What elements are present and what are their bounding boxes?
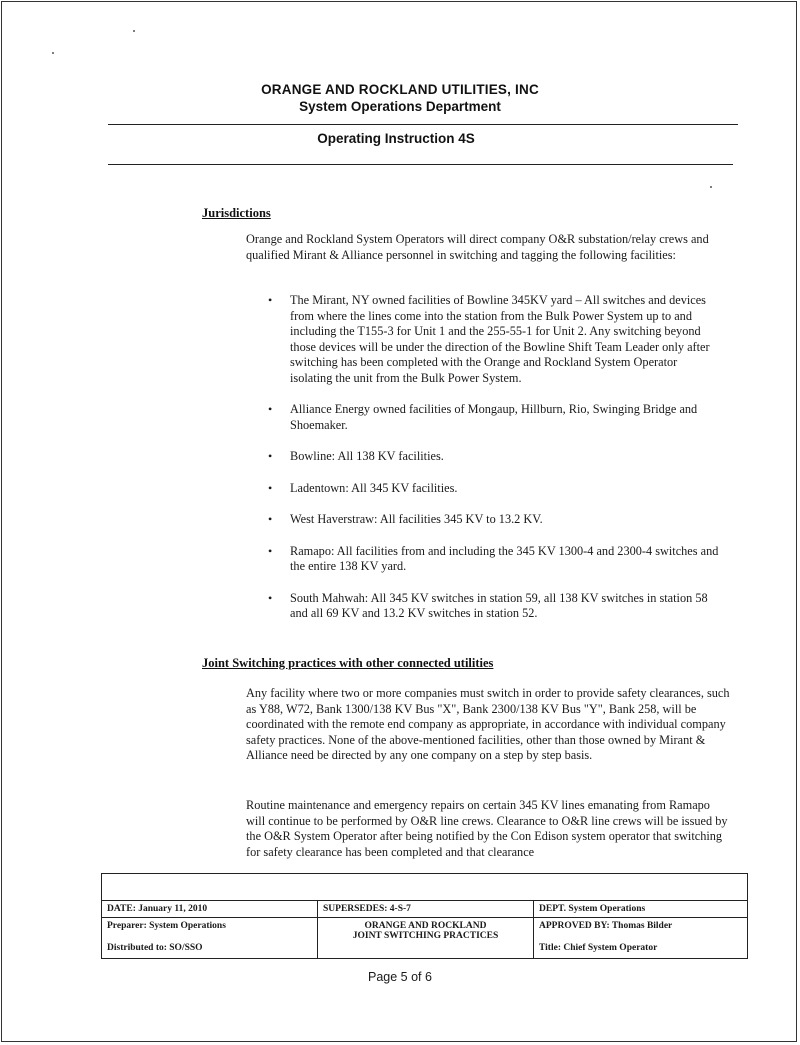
scan-speck [133,30,135,32]
bullet-icon: • [268,543,273,558]
list-item [262,512,722,528]
joint-switching-heading: Joint Switching practices with other connected utilities [202,656,494,670]
list-item-text: West Haverstraw: All facilities 345 KV to 13.2 KV. [290,512,543,526]
list-item [262,402,722,433]
footer-date: DATE: January 11, 2010 [102,901,318,918]
header-rule-bottom [108,164,733,165]
list-item-text: Ramapo: All facilities from and including the 345 KV 1300-4 and 2300-4 switches and the entire 138 KV yard. [290,543,719,573]
instruction-title: Operating Instruction 4S [317,131,475,146]
list-item [262,481,722,497]
company-name: ORANGE AND ROCKLAND UTILITIES, INC [261,82,539,97]
scan-speck [710,186,712,188]
department-name: System Operations Department [299,99,501,114]
footer-blank-row [102,874,748,901]
header-rule-top [108,124,738,125]
scan-speck [52,52,54,54]
footer-doc-title-cell [318,918,534,959]
footer-doc-title-1: ORANGE AND ROCKLAND [364,921,487,931]
joint-paragraph-2: Routine maintenance and emergency repairs on certain 345 KV lines emanating from Ramapo will continue to be performed by O&R line crews. Clearance to O&R line crews will be issued by the O&R System Operator after being notified by the Con Edison system operator that switching for safety clearance has been completed and that clearance [246,798,728,859]
footer-dept: DEPT. System Operations [534,901,748,918]
joint-paragraph-1: Any facility where two or more companies must switch in order to provide safety clearances, such as Y88, W72, Bank 1300/138 KV Bus "X", Bank 2300/138 KV Bus "Y", Bank 258, will be coordinated with the remote end company as appropriate, in accordance with individual company safety practices. None of the above-mentioned facilities, other than those owned by Mirant & Alliance need be directed by any one company on a step by step basis. [246,686,730,762]
list-item-text: South Mahwah: All 345 KV switches in station 59, all 138 KV switches in station 58 and all 69 KV and 13.2 KV switches in station 52. [290,590,708,620]
jurisdictions-intro: Orange and Rockland System Operators will direct company O&R substation/relay crews and qualified Mirant & Alliance personnel in switching and tagging the following facilities: [246,232,709,262]
footer-approved: APPROVED BY: Thomas Bilder [539,921,673,931]
footer-doc-title-2: JOINT SWITCHING PRACTICES [352,931,499,941]
list-item-text: Bowline: All 138 KV facilities. [290,449,444,463]
list-item [262,293,722,386]
footer-title: Title: Chief System Operator [539,943,658,953]
jurisdictions-heading: Jurisdictions [202,206,271,220]
bullet-icon: • [268,590,273,605]
bullet-icon: • [268,449,273,463]
jurisdictions-list [262,293,722,638]
page-number: Page 5 of 6 [368,970,432,984]
list-item [262,449,722,465]
list-item [262,591,722,622]
bullet-icon: • [268,480,273,495]
list-item [262,544,722,575]
list-item-text: The Mirant, NY owned facilities of Bowline 345KV yard – All switches and devices from where the lines come into the station from the Bulk Power System up to and including the T155-3 for Unit 1 and the 255-55-1 for Unit 2. Any switching beyond those devices will be under the direction of the Bowline Shift Team Leader only after switching has been completed with the Orange and Rockland System Operator isolating the unit from the Bulk Power System. [290,293,710,385]
footer-supersedes: SUPERSEDES: 4-S-7 [318,901,534,918]
bullet-icon: • [268,293,273,307]
footer-preparer-cell [102,918,318,959]
footer-distributed: Distributed to: SO/SSO [107,943,203,953]
list-item-text: Ladentown: All 345 KV facilities. [290,480,458,495]
bullet-icon: • [268,402,273,416]
list-item-text: Alliance Energy owned facilities of Mongaup, Hillburn, Rio, Swinging Bridge and Shoemaker. [290,402,698,432]
footer-preparer: Preparer: System Operations [107,921,226,931]
bullet-icon: • [268,512,273,526]
footer-approval-cell [534,918,748,959]
footer-table [101,873,748,959]
